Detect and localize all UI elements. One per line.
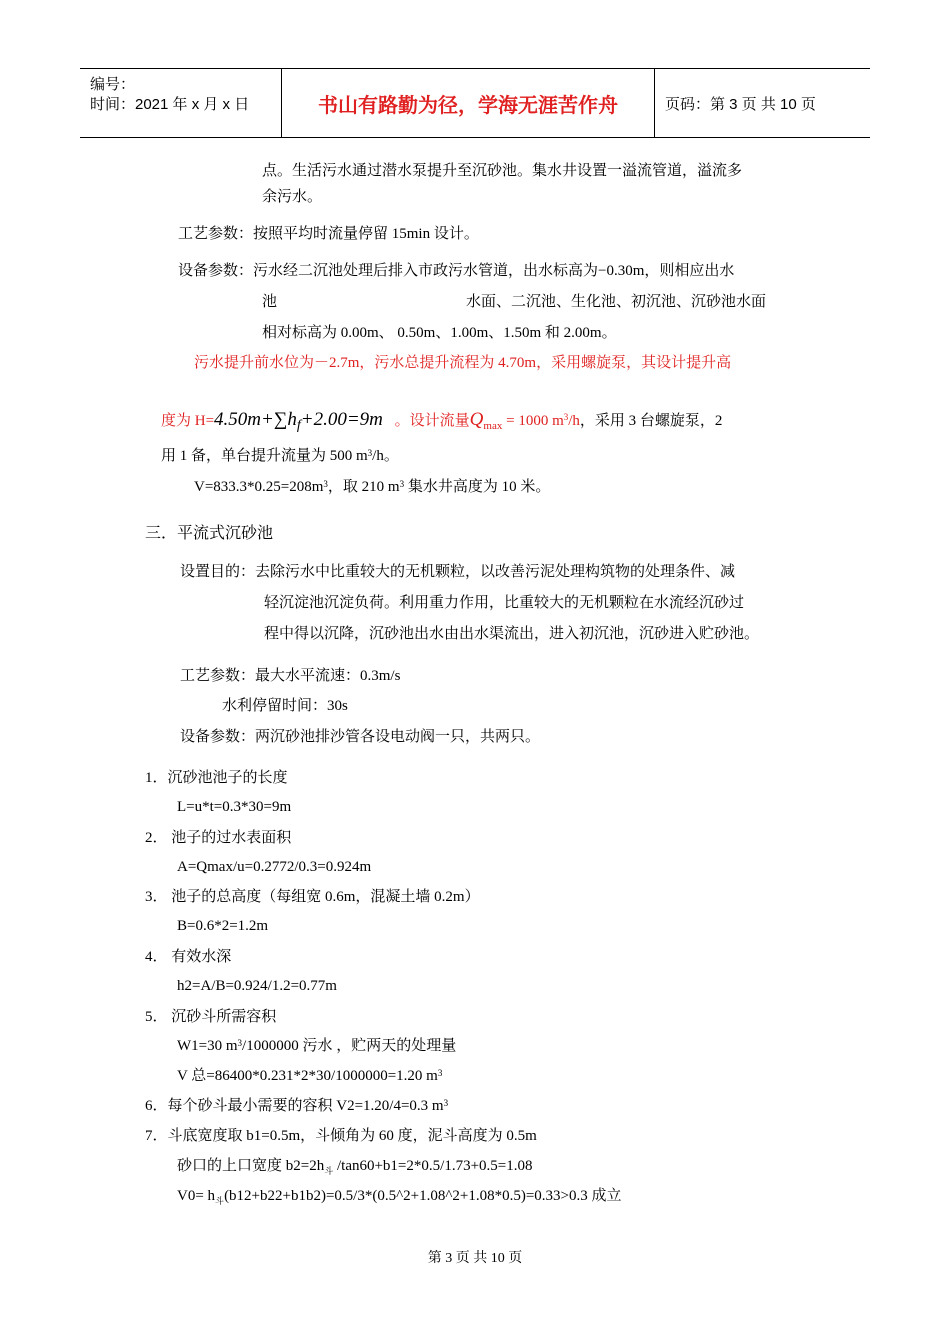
body-line: 设置目的：去除污水中比重较大的无机颗粒，以改善污泥处理构筑物的处理条件、减	[180, 564, 736, 580]
header-number: 编号：	[90, 76, 136, 93]
page-header	[80, 68, 870, 138]
body-line: 工艺参数：最大水平流速：0.3m/s	[180, 668, 401, 684]
flow-post: ，采用 3 台螺旋泵，2	[579, 413, 723, 429]
header-page-text: 页码：第 3 页 共 10 页	[665, 95, 816, 113]
list-item: 6．每个砂斗最小需要的容积 V2=1.20/4=0.3 $m^3$	[145, 1098, 449, 1114]
formula-text-2: +2.00=9m	[300, 409, 383, 430]
flow-unit-sup: 3	[563, 412, 569, 422]
list-item: 3． 池子的总高度（每组宽 0.6m，混凝土墙 0.2m）	[145, 889, 480, 905]
flow-value: = 1000 m	[502, 413, 564, 429]
list-item-value: A=Qmax/u=0.2772/0.3=0.924m	[177, 859, 372, 875]
body-line: 程中得以沉降，沉砂池出水由出水渠流出，进入初沉池，沉砂进入贮砂池。	[264, 626, 760, 642]
header-date: 时间：2021 年 x 月 x 日	[90, 96, 250, 113]
list-item-value: W1=30 $m^3/1000000$ 污水 ，贮两天的处理量	[177, 1038, 457, 1054]
formula-sub: f	[296, 418, 301, 433]
formula-text: 4.50m+∑h	[214, 409, 297, 430]
header-page-info	[655, 69, 870, 137]
formula-line	[161, 400, 722, 446]
list-item: 7．斗底宽度取 b1=0.5m，斗倾角为 60 度，泥斗高度为 0.5m	[145, 1128, 537, 1144]
header-meta	[80, 69, 280, 137]
flow-label: 。设计流量	[394, 413, 470, 429]
flow-sub: max	[483, 420, 503, 432]
body-line: 水面、二沉池、生化池、初沉池、沉砂池水面	[466, 294, 767, 310]
header-motto: 书山有路勤为径，学海无涯苦作舟	[281, 69, 655, 137]
list-item-value: V 总=86400*0.231*2*30/1000000=1.20 $m^3$	[177, 1068, 443, 1084]
body-line: 水利停留时间：30s	[222, 698, 348, 714]
list-item: 1．沉砂池池子的长度	[145, 770, 288, 786]
section-title: 三．平流式沉砂池	[145, 525, 274, 542]
list-item-value: h2=A/B=0.924/1.2=0.77m	[177, 978, 337, 994]
list-item: 4． 有效水深	[145, 949, 232, 965]
list-item: 5． 沉砂斗所需容积	[145, 1009, 277, 1025]
list-item-value: $V0= h_斗(b12+b22+b1b2)=0.5/3*(0.5\^{}2+1.08\^{}2+1.08*0.5)=0.33>0.3$ 成立	[177, 1188, 622, 1206]
list-item: 2． 池子的过水表面积	[145, 830, 292, 846]
flow-unit-end: /h	[568, 413, 580, 429]
page-footer: 第 3 页 共 10 页	[427, 1251, 523, 1266]
body-line: 设备参数：两沉砂池排沙管各设电动阀一只，共两只。	[180, 729, 541, 745]
list-item-value: B=0.6*2=1.2m	[177, 918, 269, 934]
body-line: 轻沉淀池沉淀负荷。利用重力作用，比重较大的无机颗粒在水流经沉砂过	[264, 595, 745, 611]
body-line: 余污水。	[262, 189, 323, 205]
list-item-value: 砂口的上口宽度 $b2=2h_斗$ /tan60+b1=2*0.5/1.73+0.5=1.08	[177, 1158, 533, 1176]
body-line: 设备参数：污水经二沉池处理后排入市政污水管道，出水标高为−0.30m，则相应出水	[178, 263, 735, 279]
body-line: 用 1 备，单台提升流量为 500 $m^3/h$。	[161, 448, 399, 464]
body-line: 工艺参数：按照平均时流量停留 15min 设计。	[178, 226, 479, 242]
body-line: 污水提升前水位为－2.7m，污水总提升流程为 4.70m，采用螺旋泵，其设计提升高	[194, 355, 732, 371]
body-line: 池	[262, 294, 278, 310]
formula-prefix: 度为 H=	[161, 413, 215, 429]
flow-symbol: Q	[469, 409, 484, 430]
body-line: 点。生活污水通过潜水泵提升至沉砂池。集水井设置一溢流管道，溢流多	[262, 163, 743, 179]
body-line: 相对标高为 0.00m、 0.50m、1.00m、1.50m 和 2.00m。	[262, 325, 617, 341]
list-item-value: L=u*t=0.3*30=9m	[177, 799, 292, 815]
body-line: $V=833.3*0.25=208m^3$，取 210 $m^3$ 集水井高度为 10 米。	[194, 479, 551, 495]
